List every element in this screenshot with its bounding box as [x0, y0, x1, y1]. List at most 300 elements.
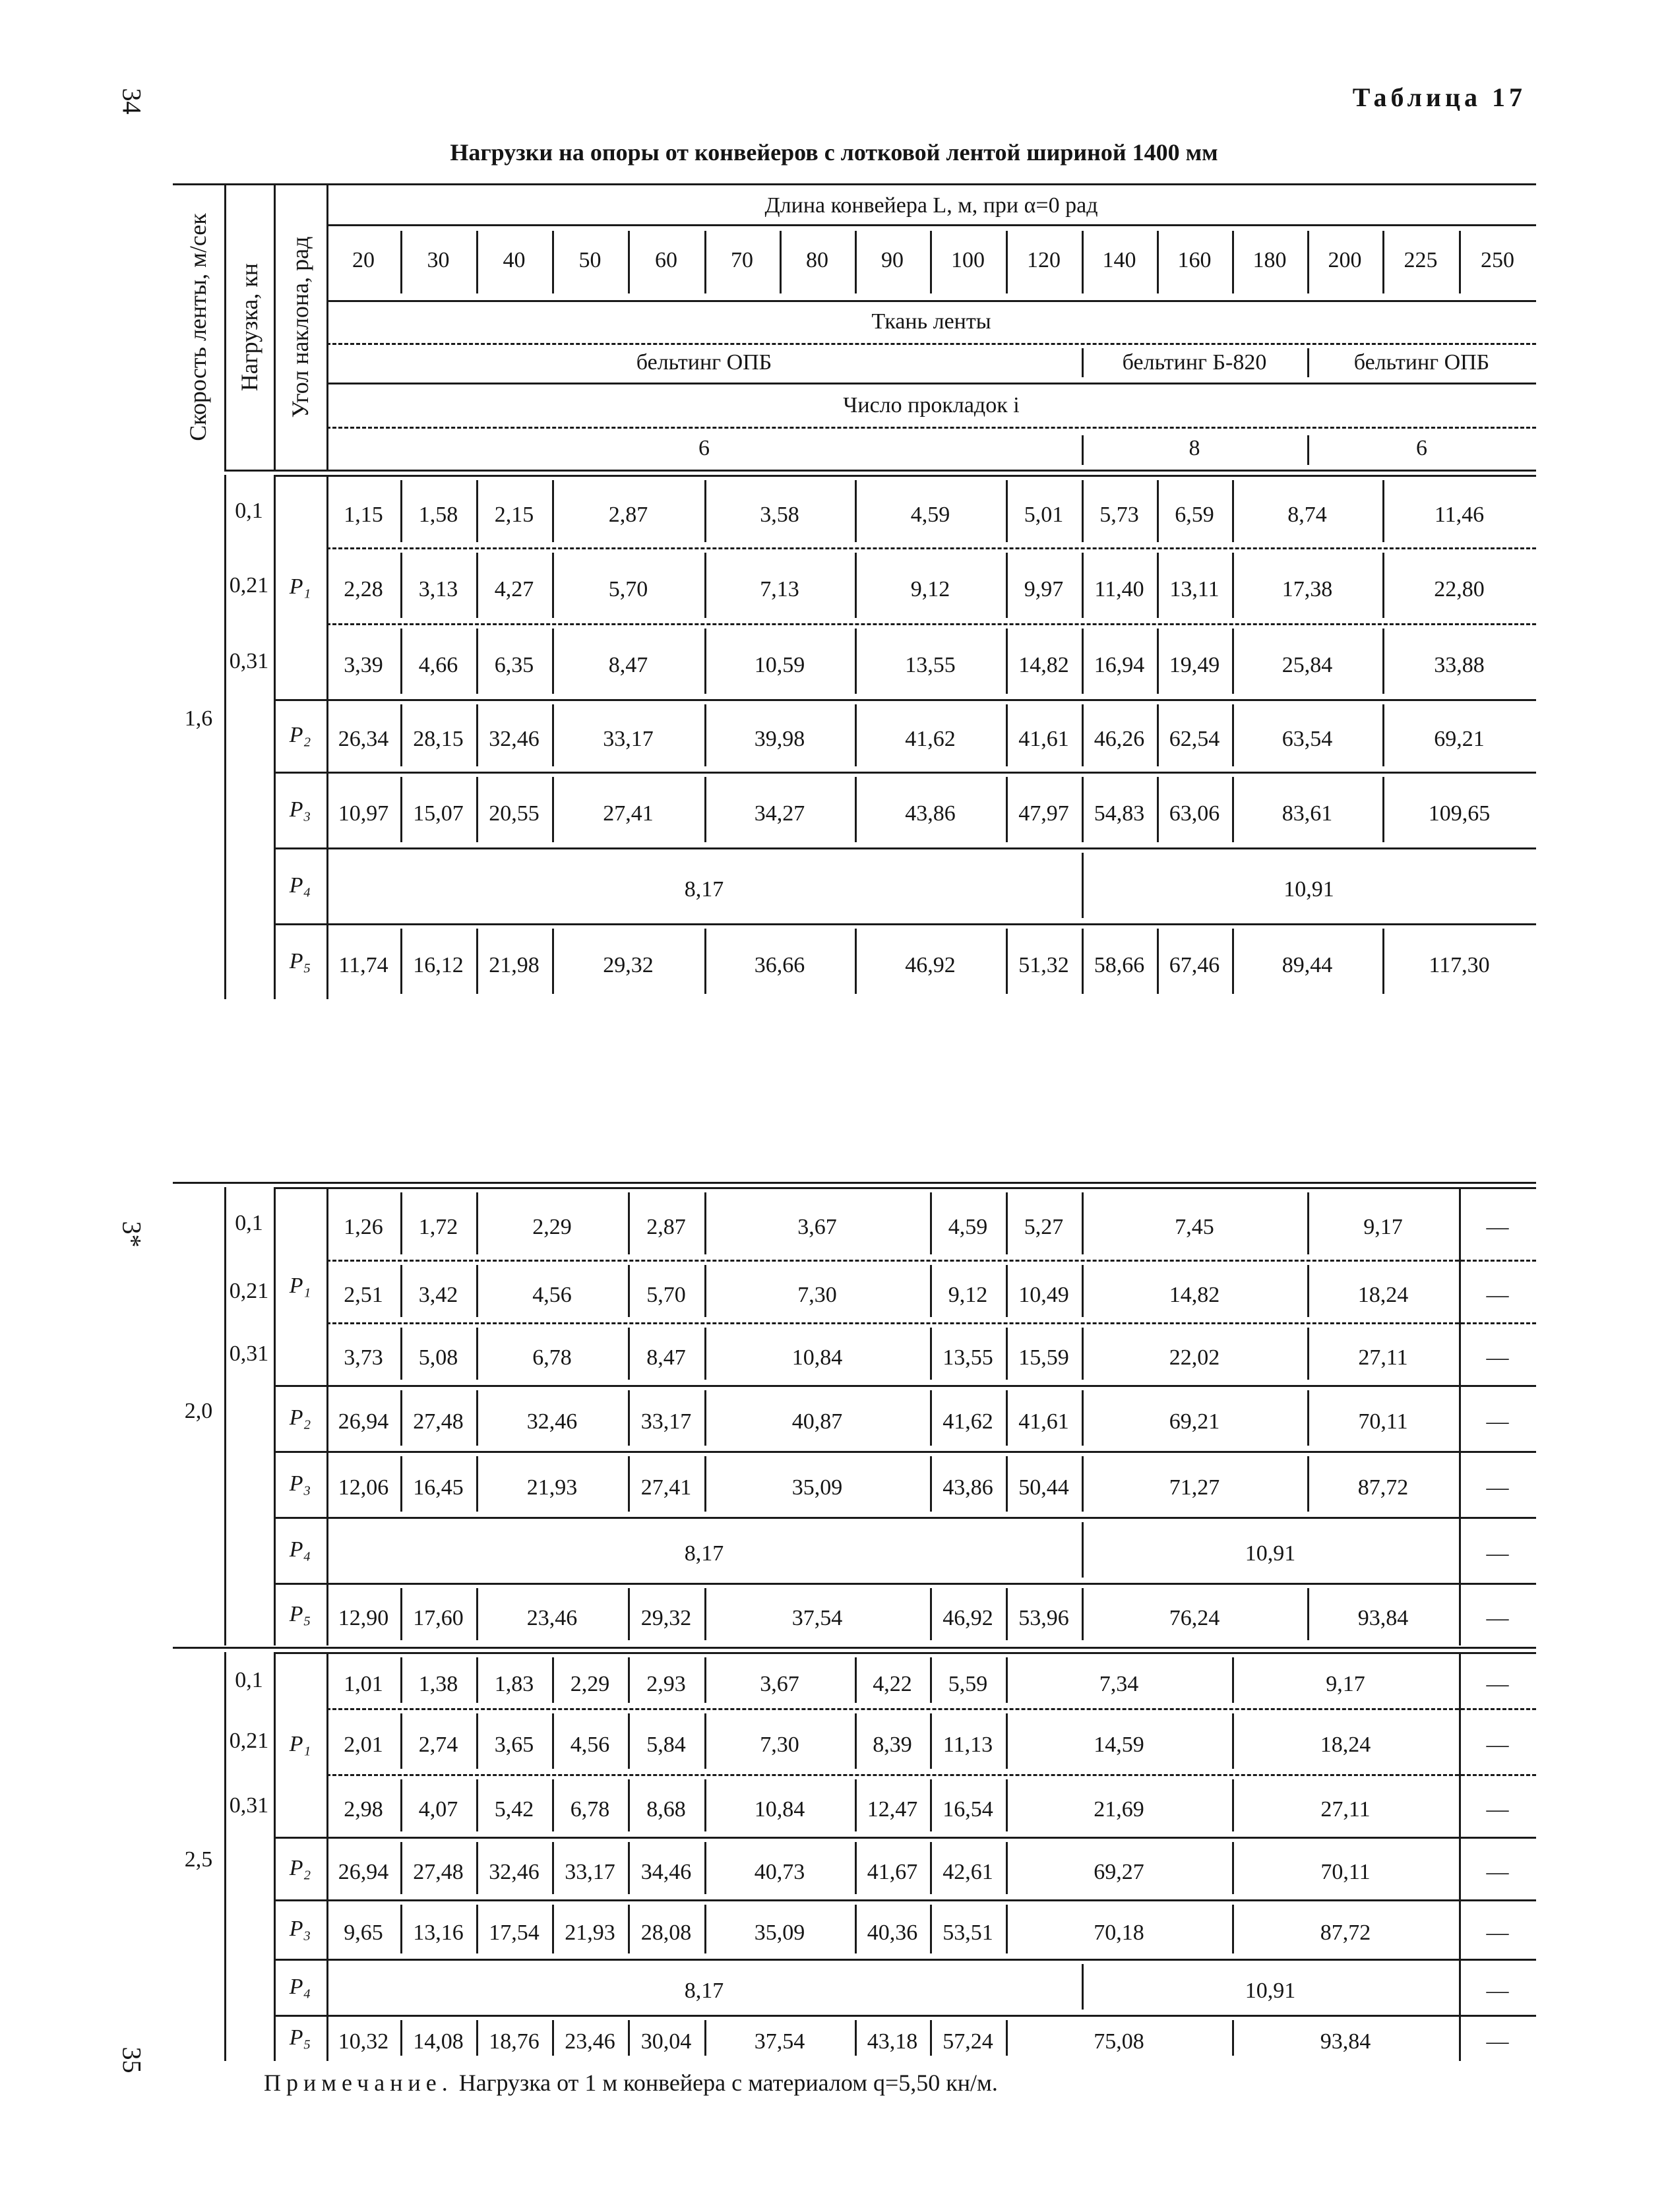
- data-cell: 57,24: [942, 2029, 993, 2054]
- rule-line: [1307, 348, 1309, 377]
- rule-line: [400, 1905, 402, 1953]
- rule-line: [628, 1192, 630, 1254]
- data-cell: 71,27: [1169, 1475, 1220, 1500]
- rule-line: [1082, 1265, 1084, 1317]
- data-cell: 3,13: [418, 576, 458, 601]
- data-cell: 33,17: [603, 727, 654, 751]
- rule-line: [476, 704, 478, 766]
- rule-line: [274, 1959, 1536, 1961]
- load-label: P₄: [289, 873, 311, 898]
- rule-line: [224, 470, 1536, 472]
- rule-line: [552, 553, 554, 618]
- data-cell: 21,69: [1094, 1797, 1144, 1822]
- rule-line: [274, 1385, 1536, 1387]
- data-cell: 3,65: [494, 1733, 534, 1757]
- rule-line: [400, 2020, 402, 2056]
- rule-line: [400, 1713, 402, 1769]
- data-cell: 35,09: [754, 1920, 805, 1945]
- data-cell: 13,55: [942, 1345, 993, 1370]
- length-value: 40: [503, 248, 526, 272]
- rule-line: [1232, 1657, 1234, 1703]
- data-cell: 27,48: [413, 1409, 464, 1434]
- rule-line: [274, 475, 1536, 477]
- data-cell: —: [1486, 1671, 1509, 1696]
- data-cell: 4,07: [418, 1797, 458, 1822]
- load-label: P₃: [289, 1917, 311, 1941]
- rule-line: [1459, 2020, 1461, 2056]
- data-cell: 58,66: [1094, 952, 1145, 977]
- page-number: 34: [117, 88, 147, 115]
- data-cell: 33,88: [1434, 652, 1485, 677]
- rule-line: [552, 231, 554, 293]
- data-cell: 70,11: [1320, 1859, 1371, 1884]
- rule-line: [1082, 777, 1084, 842]
- data-cell: —: [1486, 1859, 1509, 1884]
- fabric-type: бельтинг Б-820: [1122, 350, 1267, 375]
- data-cell: 29,32: [603, 952, 654, 977]
- rule-line: [1232, 480, 1234, 542]
- rule-line: [552, 1779, 554, 1831]
- rule-line: [1006, 1713, 1008, 1769]
- data-cell: 17,60: [413, 1605, 464, 1630]
- rule-line: [400, 1265, 402, 1317]
- rule-line: [1082, 231, 1084, 293]
- rule-line: [1082, 1588, 1084, 1640]
- rule-line: [1157, 629, 1159, 694]
- data-cell: 34,27: [754, 801, 805, 826]
- data-cell: 27,41: [603, 801, 654, 826]
- rule-line: [628, 1779, 630, 1831]
- speed-value: 2,5: [184, 1847, 213, 1872]
- rule-line: [1459, 1842, 1461, 1894]
- data-cell: —: [1486, 1797, 1509, 1822]
- rule-line: [855, 704, 857, 766]
- data-cell: 21,93: [565, 1920, 615, 1945]
- rule-line: [173, 1647, 1536, 1649]
- data-cell: 6,78: [532, 1345, 572, 1370]
- rule-line: [628, 2020, 630, 2056]
- data-cell: 5,42: [494, 1797, 534, 1822]
- load-label: P₂: [289, 723, 311, 747]
- data-cell: —: [1486, 1345, 1509, 1370]
- data-cell: 10,32: [338, 2029, 389, 2054]
- rule-line: [1232, 2020, 1234, 2056]
- data-cell: 10,59: [754, 652, 805, 677]
- data-cell: 23,46: [565, 2029, 615, 2054]
- length-value: 80: [806, 248, 828, 272]
- rule-line: [400, 1328, 402, 1380]
- data-cell: 50,44: [1018, 1475, 1069, 1500]
- data-cell: 41,62: [905, 727, 956, 751]
- data-cell: 5,70: [646, 1282, 686, 1307]
- rule-line: [326, 1322, 1536, 1324]
- rule-line: [855, 777, 857, 842]
- rule-line: [274, 1583, 1536, 1585]
- data-cell: —: [1486, 1215, 1509, 1239]
- data-cell: 8,68: [646, 1797, 686, 1822]
- length-value: 120: [1027, 248, 1061, 272]
- table-note: [264, 2069, 998, 2097]
- data-cell: —: [1486, 1605, 1509, 1630]
- rule-line: [1459, 231, 1461, 293]
- rule-line: [274, 1517, 1536, 1519]
- rule-line: [476, 1905, 478, 1953]
- rule-line: [1006, 704, 1008, 766]
- load-label: P₂: [289, 1405, 311, 1430]
- data-cell: 53,51: [942, 1920, 993, 1945]
- rule-line: [930, 1390, 932, 1446]
- fabric-header: Ткань ленты: [871, 309, 991, 334]
- data-cell: 25,84: [1282, 652, 1333, 677]
- rule-line: [1006, 1842, 1008, 1894]
- data-cell: 18,76: [489, 2029, 540, 2054]
- length-value: 225: [1404, 248, 1438, 272]
- rule-line: [326, 383, 1536, 384]
- rule-line: [400, 1779, 402, 1831]
- rule-line: [704, 553, 706, 618]
- rule-line: [704, 1905, 706, 1953]
- rule-line: [1006, 1779, 1008, 1831]
- data-cell: —: [1486, 1541, 1509, 1566]
- data-cell: 62,54: [1169, 727, 1220, 751]
- data-cell: 6,78: [570, 1797, 610, 1822]
- data-cell: 13,55: [905, 652, 956, 677]
- rule-line: [224, 1187, 226, 1645]
- rule-line: [1459, 1265, 1461, 1317]
- data-cell: 3,67: [797, 1215, 837, 1239]
- data-cell: 27,11: [1320, 1797, 1371, 1822]
- load-label: P₅: [289, 2025, 311, 2050]
- data-cell: 15,07: [413, 801, 464, 826]
- length-value: 180: [1252, 248, 1287, 272]
- data-cell: 11,40: [1094, 576, 1144, 601]
- data-cell: 2,74: [418, 1733, 458, 1757]
- data-cell: 9,12: [948, 1282, 988, 1307]
- data-cell: 37,54: [791, 1605, 843, 1630]
- data-cell: 93,84: [1357, 1605, 1409, 1630]
- rule-line: [476, 1390, 478, 1446]
- data-cell: 10,84: [791, 1345, 843, 1370]
- rule-line: [1006, 480, 1008, 542]
- data-cell: 4,59: [948, 1215, 988, 1239]
- angle-value: 0,1: [235, 499, 263, 523]
- rule-line: [274, 772, 1536, 774]
- data-cell: 23,46: [526, 1605, 578, 1630]
- length-value: 50: [578, 248, 602, 272]
- data-cell: 10,97: [338, 801, 389, 826]
- length-value: 30: [427, 248, 450, 272]
- rule-line: [1006, 1265, 1008, 1317]
- data-cell: 16,54: [942, 1797, 993, 1822]
- data-cell: 5,84: [646, 1733, 686, 1757]
- rule-line: [326, 623, 1536, 625]
- data-cell: 70,11: [1358, 1409, 1408, 1434]
- data-cell: 76,24: [1169, 1605, 1220, 1630]
- rule-line: [1459, 1192, 1461, 1254]
- data-cell: 5,59: [948, 1671, 988, 1696]
- data-cell: 8,74: [1287, 503, 1327, 527]
- rule-line: [1232, 929, 1234, 994]
- data-cell: 36,66: [754, 952, 805, 977]
- data-cell: 6,59: [1175, 503, 1214, 527]
- load-label: P₅: [289, 948, 311, 973]
- rule-line: [326, 300, 1536, 302]
- rule-line: [224, 1652, 226, 2061]
- data-cell: 2,01: [344, 1733, 383, 1757]
- rule-line: [552, 929, 554, 994]
- rule-line: [1082, 704, 1084, 766]
- rule-line: [476, 1713, 478, 1769]
- rule-line: [1006, 929, 1008, 994]
- rule-line: [930, 2020, 932, 2056]
- load-label: P₃: [289, 1471, 311, 1496]
- data-cell: 4,59: [910, 503, 950, 527]
- data-cell: 5,70: [608, 576, 648, 601]
- rule-line: [704, 777, 706, 842]
- data-cell: 32,46: [526, 1409, 578, 1434]
- data-cell: 43,86: [942, 1475, 993, 1500]
- rule-line: [704, 1842, 706, 1894]
- rule-line: [476, 1842, 478, 1894]
- rule-line: [1232, 1842, 1234, 1894]
- rule-line: [400, 1456, 402, 1512]
- rule-line: [552, 2020, 554, 2056]
- rule-line: [855, 480, 857, 542]
- data-cell: 63,54: [1282, 727, 1333, 751]
- data-cell: 41,62: [942, 1409, 993, 1434]
- data-cell: —: [1486, 1978, 1509, 2003]
- data-cell: 93,84: [1320, 2029, 1371, 2054]
- rule-line: [552, 1842, 554, 1894]
- fabric-type: бельтинг ОПБ: [1353, 350, 1490, 375]
- rule-line: [400, 1192, 402, 1254]
- angle-value: 0,21: [229, 1278, 269, 1303]
- rule-line: [1232, 777, 1234, 842]
- rule-line: [1232, 1779, 1234, 1831]
- rule-line: [1082, 1328, 1084, 1380]
- rule-line: [552, 704, 554, 766]
- length-value: 140: [1102, 248, 1136, 272]
- rule-line: [628, 1328, 630, 1380]
- rule-line: [1232, 1905, 1234, 1953]
- speed-value: 2,0: [184, 1399, 213, 1423]
- rule-line: [400, 704, 402, 766]
- rule-line: [1157, 553, 1159, 618]
- rule-line: [326, 1260, 1536, 1262]
- plies-header: Число прокладок i: [843, 393, 1020, 417]
- rule-line: [1459, 1522, 1461, 1578]
- rule-line: [1382, 629, 1384, 694]
- angle-value: 0,21: [229, 572, 269, 598]
- data-cell: —: [1486, 1282, 1509, 1307]
- rule-line: [1082, 553, 1084, 618]
- rule-line: [628, 1588, 630, 1640]
- rule-line: [704, 1588, 706, 1640]
- rule-line: [326, 547, 1536, 549]
- data-cell: 47,97: [1018, 801, 1069, 826]
- load-label: P₂: [289, 1855, 311, 1880]
- rule-line: [1082, 629, 1084, 694]
- data-cell: 63,06: [1169, 801, 1220, 826]
- data-cell: 14,08: [413, 2029, 464, 2054]
- rule-line: [1006, 1588, 1008, 1640]
- data-cell: 7,30: [760, 1733, 799, 1757]
- rule-line: [1006, 1390, 1008, 1446]
- data-cell: 7,30: [797, 1282, 837, 1307]
- rule-line: [930, 1588, 932, 1640]
- data-cell: 9,17: [1326, 1671, 1365, 1696]
- rule-line: [1082, 435, 1084, 465]
- rule-line: [704, 1779, 706, 1831]
- rule-line: [1459, 1588, 1461, 1640]
- table-label: Таблица 17: [1352, 82, 1526, 112]
- rule-line: [274, 183, 276, 470]
- rule-line: [930, 1657, 932, 1703]
- signature-mark: 3*: [117, 1221, 147, 1248]
- rule-line: [704, 1657, 706, 1703]
- rule-line: [704, 1456, 706, 1512]
- data-cell: 1,72: [418, 1215, 458, 1239]
- data-cell: 53,96: [1018, 1605, 1069, 1630]
- rule-line: [400, 929, 402, 994]
- data-cell: 9,17: [1363, 1215, 1403, 1239]
- data-cell: 18,24: [1357, 1282, 1409, 1307]
- angle-value: 0,31: [229, 648, 269, 673]
- data-cell: 9,12: [910, 576, 950, 601]
- data-cell: 3,73: [344, 1345, 383, 1370]
- data-cell: 11,13: [942, 1733, 993, 1757]
- data-cell: 117,30: [1429, 952, 1490, 977]
- data-cell: 14,59: [1094, 1733, 1144, 1757]
- data-cell: 4,22: [873, 1671, 912, 1696]
- data-cell: 4,27: [494, 576, 534, 601]
- rule-line: [704, 1192, 706, 1254]
- data-cell: 69,27: [1094, 1859, 1144, 1884]
- data-cell: 10,91: [1245, 1978, 1296, 2003]
- angle-value: 0,21: [229, 1729, 269, 1753]
- rule-line: [1459, 1964, 1461, 2010]
- rule-line: [1307, 1265, 1309, 1317]
- rule-line: [704, 2020, 706, 2056]
- data-cell: 2,29: [532, 1215, 572, 1239]
- plies-value: 8: [1189, 436, 1200, 460]
- rule-line: [1382, 704, 1384, 766]
- data-cell: 1,26: [344, 1215, 383, 1239]
- table-title: Нагрузки на опоры от конвейеров с лотковой лентой шириной 1400 мм: [450, 139, 1218, 166]
- data-cell: 16,94: [1094, 652, 1145, 677]
- data-cell: 41,61: [1018, 1409, 1069, 1434]
- data-cell: 3,58: [760, 503, 799, 527]
- rule-line: [476, 1265, 478, 1317]
- rule-line: [855, 553, 857, 618]
- data-cell: 10,91: [1283, 876, 1334, 902]
- rule-line: [855, 1713, 857, 1769]
- rule-line: [326, 1708, 1536, 1710]
- rule-line: [326, 343, 1536, 345]
- note-label: Примечание.: [264, 2070, 453, 2096]
- angle-value: 0,31: [229, 1793, 269, 1818]
- data-cell: 2,29: [570, 1671, 610, 1696]
- data-cell: 16,45: [413, 1475, 464, 1500]
- data-cell: 51,32: [1018, 952, 1069, 977]
- data-cell: 46,26: [1094, 727, 1145, 751]
- rule-line: [400, 1588, 402, 1640]
- data-cell: 8,39: [873, 1733, 912, 1757]
- data-cell: 3,42: [418, 1282, 458, 1307]
- data-cell: 41,61: [1018, 727, 1069, 751]
- data-cell: 46,92: [942, 1605, 993, 1630]
- length-value: 60: [655, 248, 677, 272]
- rule-line: [274, 2015, 1536, 2017]
- rule-line: [274, 1899, 1536, 1901]
- rule-line: [1082, 1964, 1084, 2010]
- data-cell: 46,92: [905, 952, 956, 977]
- rule-line: [855, 929, 857, 994]
- rule-line: [1459, 1390, 1461, 1446]
- rule-line: [628, 1657, 630, 1703]
- rule-line: [1459, 1456, 1461, 1512]
- data-cell: 39,98: [754, 727, 805, 751]
- rule-line: [476, 231, 478, 293]
- rule-line: [1006, 553, 1008, 618]
- data-cell: 12,06: [338, 1475, 389, 1500]
- data-cell: 83,61: [1282, 801, 1333, 826]
- data-cell: 42,61: [942, 1859, 993, 1884]
- data-cell: 26,94: [338, 1859, 389, 1884]
- data-cell: 2,87: [646, 1215, 686, 1239]
- rule-line: [1307, 231, 1309, 293]
- load-label: P₄: [289, 1974, 311, 1999]
- rule-line: [930, 1713, 932, 1769]
- rule-line: [1232, 231, 1234, 293]
- column-header-load: Нагрузка, кн: [236, 262, 263, 392]
- data-cell: 8,47: [608, 652, 648, 677]
- rule-line: [1082, 1456, 1084, 1512]
- rule-line: [1157, 777, 1159, 842]
- data-cell: 12,47: [867, 1797, 918, 1822]
- data-cell: 8,47: [646, 1345, 686, 1370]
- length-value: 160: [1177, 248, 1212, 272]
- data-cell: 33,17: [640, 1409, 692, 1434]
- length-value: 70: [731, 248, 753, 272]
- data-cell: 69,21: [1434, 727, 1485, 751]
- rule-line: [274, 1187, 1536, 1189]
- data-cell: 27,41: [640, 1475, 692, 1500]
- data-cell: 26,34: [338, 727, 389, 751]
- rule-line: [274, 923, 1536, 925]
- load-label: P₁: [289, 1274, 311, 1298]
- data-cell: 41,67: [867, 1859, 918, 1884]
- data-cell: 7,45: [1175, 1215, 1214, 1239]
- length-value: 90: [881, 248, 904, 272]
- rule-line: [628, 1390, 630, 1446]
- rule-line: [704, 231, 706, 293]
- angle-value: 0,31: [229, 1341, 269, 1366]
- length-value: 200: [1328, 248, 1362, 272]
- data-cell: 32,46: [489, 1859, 540, 1884]
- rule-line: [400, 1390, 402, 1446]
- rule-line: [476, 777, 478, 842]
- rule-line: [1307, 1192, 1309, 1254]
- rule-line: [1382, 231, 1384, 293]
- rule-line: [855, 1905, 857, 1953]
- rule-line: [1006, 1905, 1008, 1953]
- data-cell: 4,66: [418, 652, 458, 677]
- rule-line: [855, 1779, 857, 1831]
- rule-line: [1006, 777, 1008, 842]
- data-cell: 9,65: [344, 1920, 383, 1945]
- rule-line: [628, 1842, 630, 1894]
